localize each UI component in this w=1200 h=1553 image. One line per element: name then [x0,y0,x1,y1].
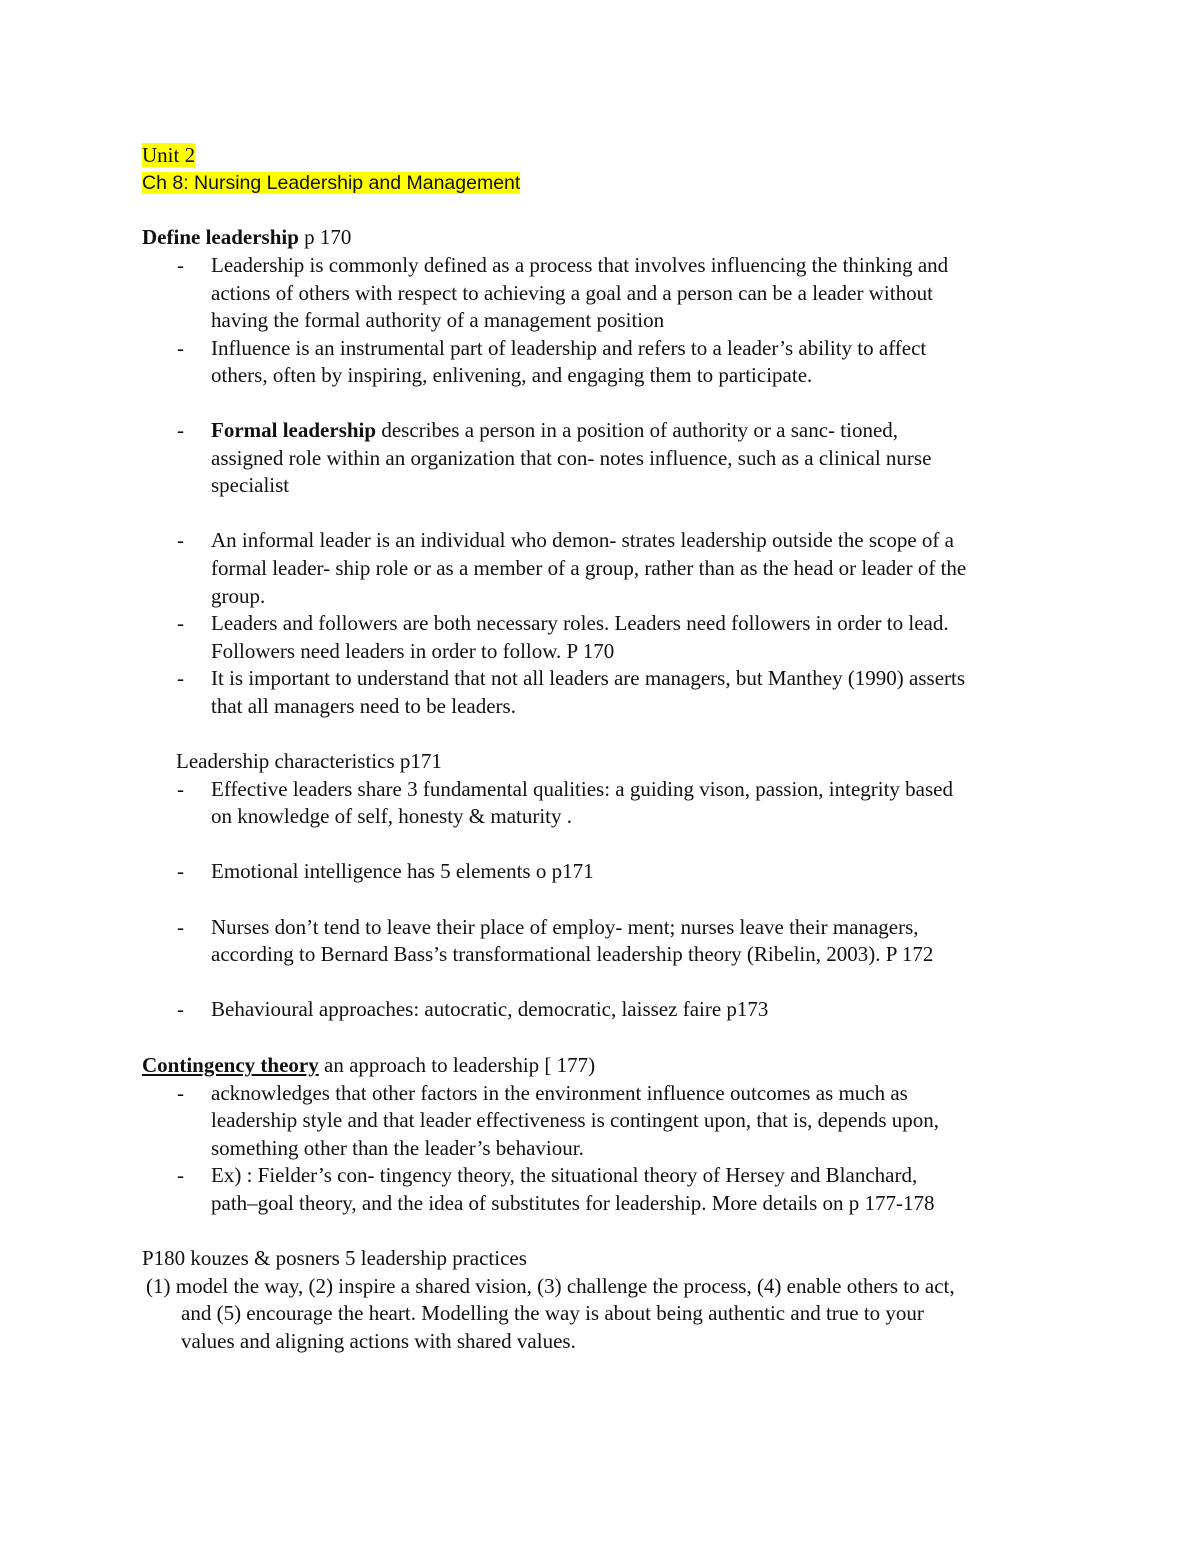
characteristics-bullet-4: Behavioural approaches: autocratic, democratic, laissez faire p173 [211,997,769,1021]
kouzes-line-2: and (5) encourage the heart. Modelling the way is about being authentic and true to your [181,1301,924,1325]
contingency-heading [142,1052,595,1080]
characteristics-bullet-3-line-1: Nurses don’t tend to leave their place of employ- ment; nurses leave their managers, [211,915,919,939]
characteristics-heading: Leadership characteristics p171 [176,749,442,773]
contingency-heading-term: Contingency theory [142,1053,319,1077]
chapter-title [142,170,520,198]
unit-title [142,142,195,170]
contingency-bullet-2-line-1: Ex) : Fielder’s con- tingency theory, the situational theory of Hersey and Blanchard, [211,1163,918,1187]
define-bullet-6-line-2: that all managers need to be leaders. [211,694,516,718]
bullet-dash: - [177,997,184,1021]
define-bullet-2-line-1: Influence is an instrumental part of leadership and refers to a leader’s ability to affect [211,336,927,360]
kouzes-heading: P180 kouzes & posners 5 leadership practices [142,1246,527,1270]
kouzes-line-1: (1) model the way, (2) inspire a shared vision, (3) challenge the process, (4) enable others to act, [146,1274,955,1298]
bullet-dash: - [177,666,184,690]
define-leadership-heading [142,224,351,252]
contingency-bullet-1-line-2: leadership style and that leader effectiveness is contingent upon, that is, depends upon, [211,1108,939,1132]
contingency-bullet-1-line-1: acknowledges that other factors in the environment influence outcomes as much as [211,1081,908,1105]
bullet-dash: - [177,528,184,552]
define-leadership-heading-bold: Define leadership [142,225,299,249]
contingency-heading-rest: an approach to leadership [ 177) [318,1053,596,1077]
bullet-dash: - [177,1081,184,1105]
define-leadership-heading-page: p 170 [298,225,352,249]
define-bullet-2-line-2: others, often by inspiring, enlivening, and engaging them to participate. [211,363,813,387]
define-bullet-4-line-2: formal leader- ship role or as a member of a group, rather than as the head or leader of the [211,556,967,580]
define-bullet-5-line-2: Followers need leaders in order to follow. P 170 [211,639,615,663]
characteristics-bullet-2: Emotional intelligence has 5 elements o p171 [211,859,594,883]
bullet-dash: - [177,253,184,277]
bullet-dash: - [177,1163,184,1187]
define-bullet-3-line-3: specialist [211,473,290,497]
define-bullet-3-line-2: assigned role within an organization that con- notes influence, such as a clinical nurse [211,446,932,470]
define-bullet-1-line-2: actions of others with respect to achieving a goal and a person can be a leader without [211,281,933,305]
bullet-dash: - [177,915,184,939]
define-bullet-4-line-1: An informal leader is an individual who demon- strates leadership outside the scope of a [211,528,954,552]
bullet-dash: - [177,611,184,635]
define-bullet-1-line-3: having the formal authority of a management position [211,308,665,332]
define-bullet-6-line-1: It is important to understand that not all leaders are managers, but Manthey (1990) asserts [211,666,966,690]
characteristics-bullet-3-line-2: according to Bernard Bass’s transformational leadership theory (Ribelin, 2003). P 172 [211,942,934,966]
bullet-dash: - [177,777,184,801]
characteristics-bullet-1-line-1: Effective leaders share 3 fundamental qualities: a guiding vison, passion, integrity based [211,777,953,801]
contingency-bullet-2-line-2: path–goal theory, and the idea of substitutes for leadership. More details on p 177-178 [211,1191,935,1215]
define-bullet-1-line-1: Leadership is commonly defined as a process that involves influencing the thinking and [211,253,949,277]
chapter-title-text: Ch 8: Nursing Leadership and Management [142,172,521,194]
formal-leadership-text: describes a person in a position of authority or a sanc- tioned, [376,418,899,442]
contingency-bullet-1-line-3: something other than the leader’s behaviour. [211,1136,584,1160]
define-bullet-5-line-1: Leaders and followers are both necessary roles. Leaders need followers in order to lead. [211,611,949,635]
formal-leadership-term: Formal leadership [211,418,377,442]
bullet-dash: - [177,859,184,883]
bullet-dash: - [177,336,184,360]
unit-title-text: Unit 2 [142,143,196,167]
characteristics-bullet-1-line-2: on knowledge of self, honesty & maturity . [211,804,573,828]
bullet-dash: - [177,418,184,442]
define-bullet-3-line-1 [211,417,898,445]
define-bullet-4-line-3: group. [211,584,266,608]
kouzes-line-3: values and aligning actions with shared values. [181,1329,576,1353]
